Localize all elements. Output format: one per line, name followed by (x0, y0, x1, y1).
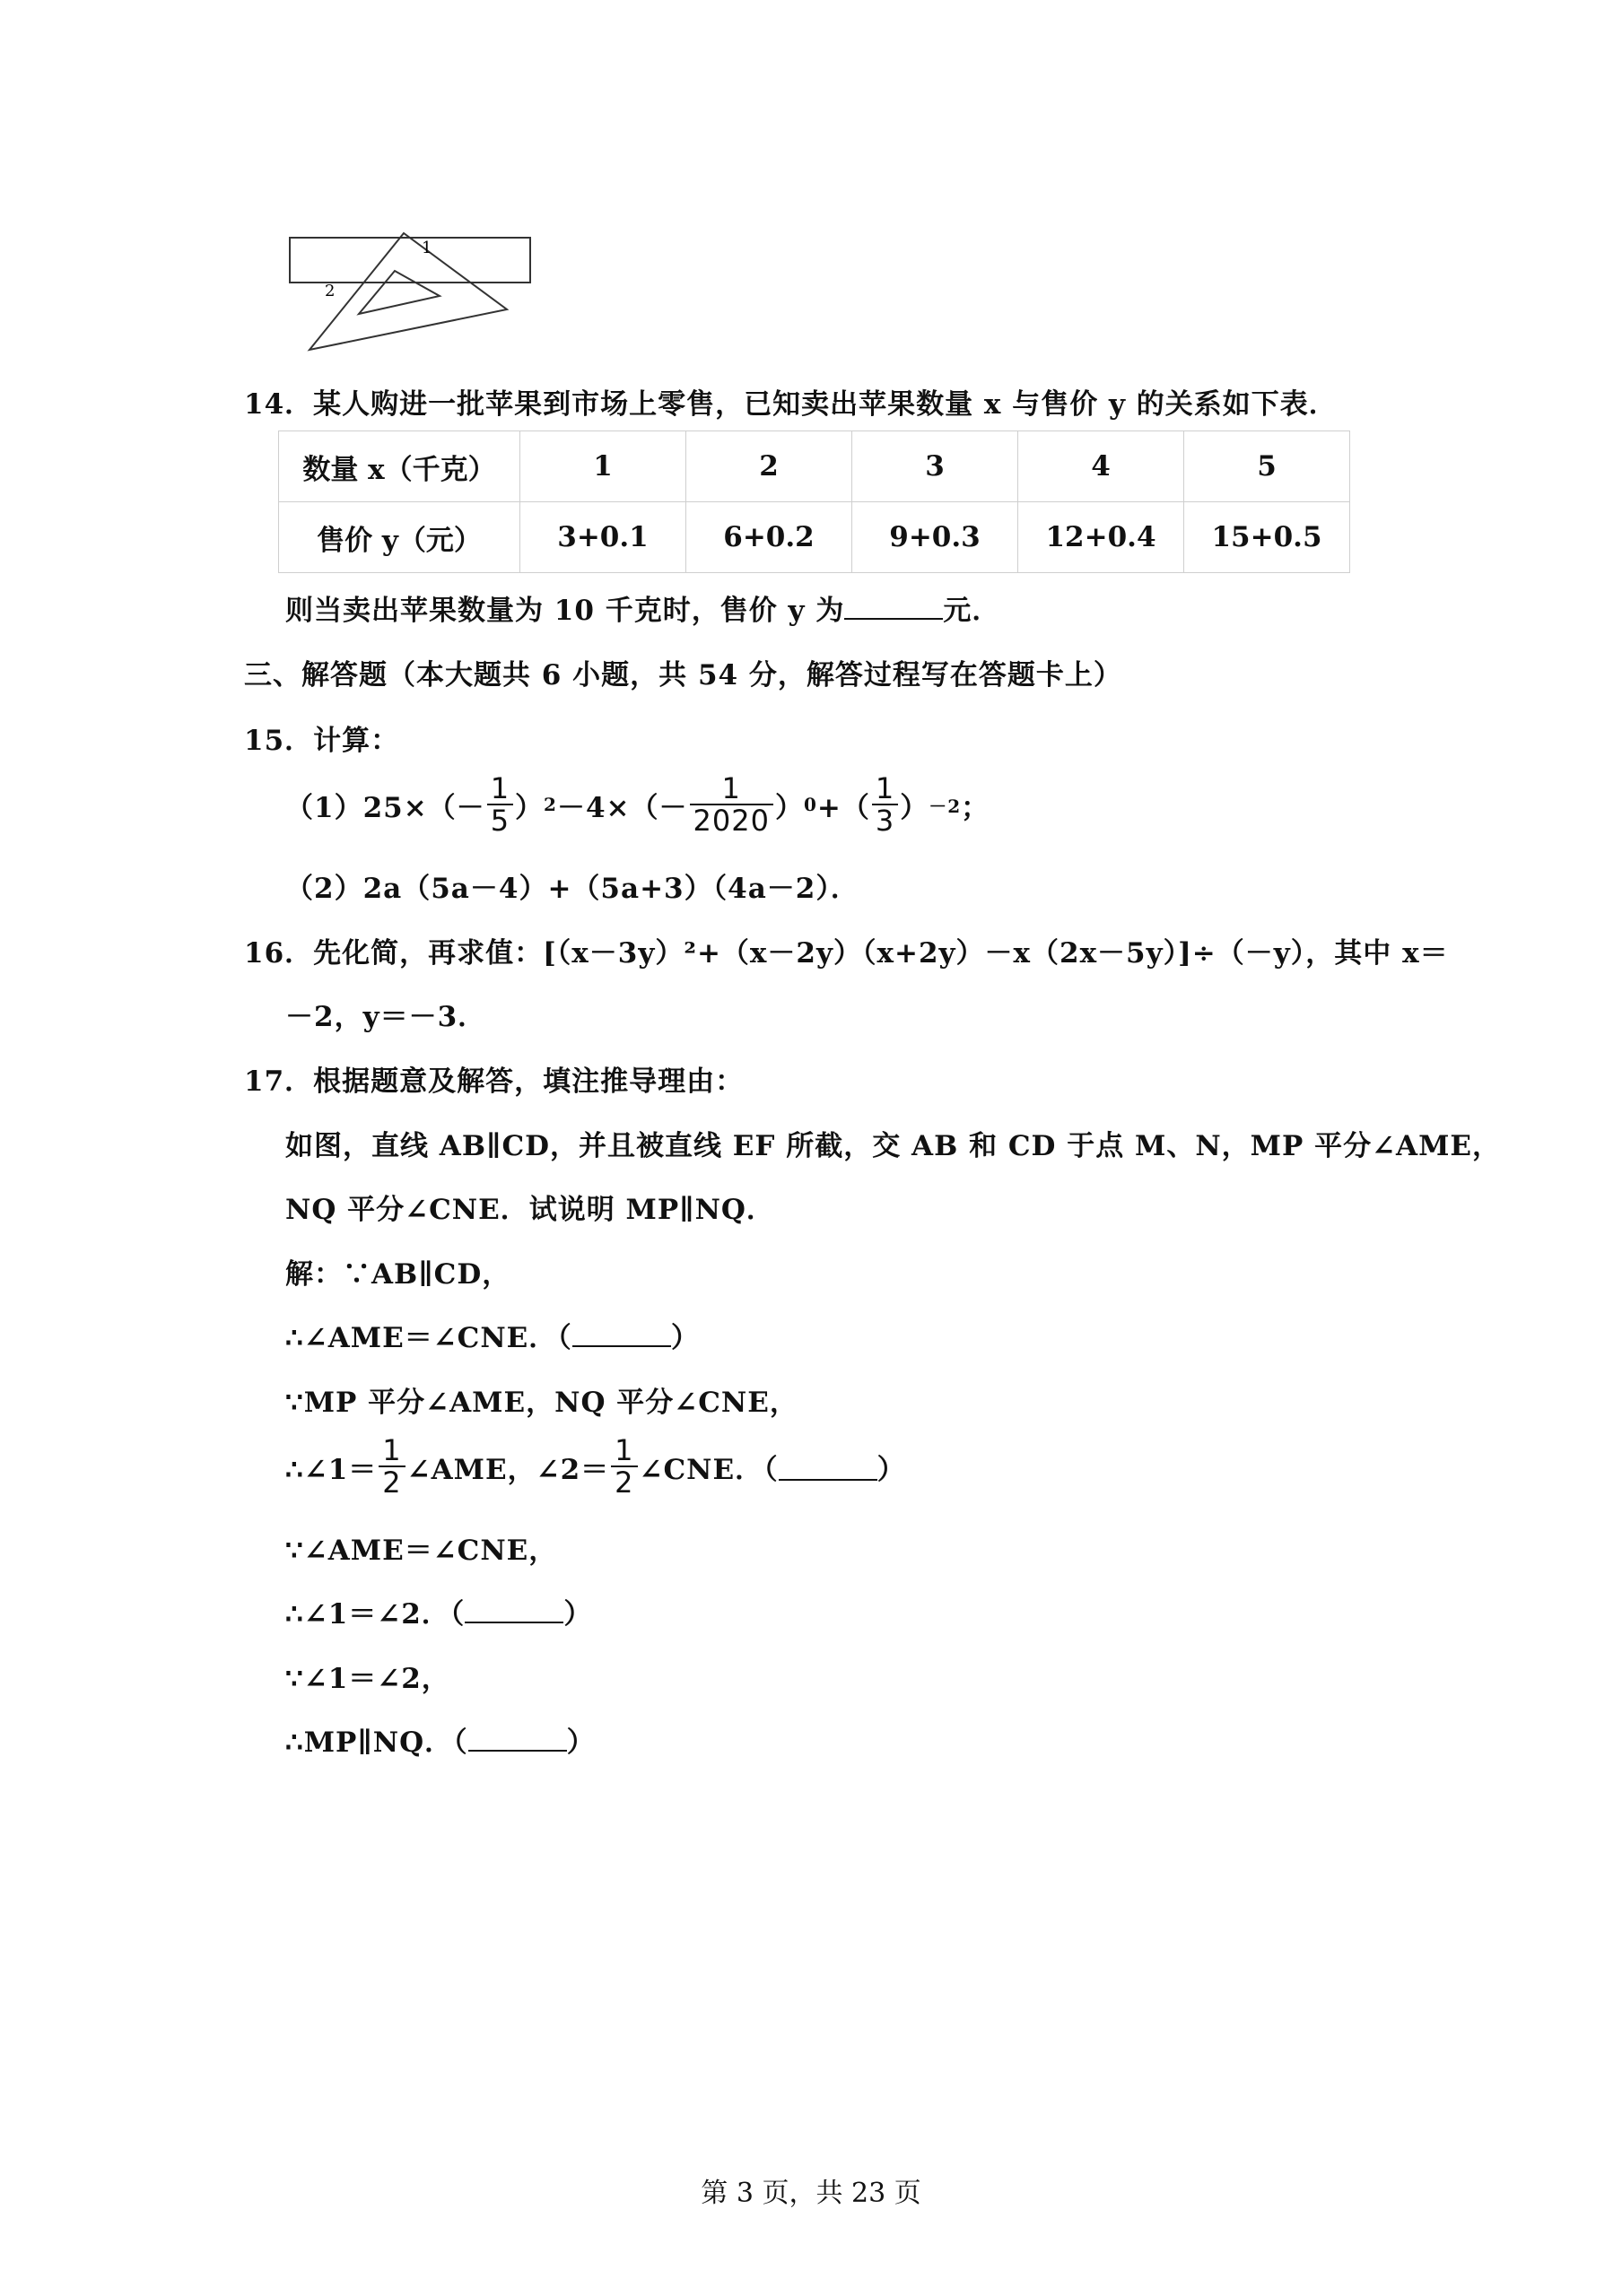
table-row (279, 502, 1350, 573)
q14-stem: 14．某人购进一批苹果到市场上零售，已知卖出苹果数量 x 与售价 y 的关系如下表． (244, 388, 1338, 421)
q16-line1: 16．先化简，再求值：[（x－3y）²+（x－2y）（x+2y）－x（2x－5y）]÷（－y），其中 x＝ (244, 937, 1449, 970)
q17-step3: ∵MP 平分∠AME，NQ 平分∠CNE， (285, 1387, 798, 1419)
q16-line2: －2，y＝－3． (285, 1001, 487, 1033)
table-cell: 15+0.5 (1184, 502, 1350, 573)
inner-triangle (359, 271, 440, 314)
q17-step6: ∴∠1＝∠2．（ ） (285, 1591, 592, 1631)
table-cell: 9+0.3 (852, 502, 1018, 573)
table-cell: 4 (1018, 431, 1184, 502)
table-cell: 1 (520, 431, 686, 502)
answer-blank[interactable] (844, 591, 943, 620)
q17-desc1: 如图，直线 AB∥CD，并且被直线 EF 所截，交 AB 和 CD 于点 M、N，MP 平分∠AME， (285, 1130, 1502, 1162)
row-header-x: 数量 x（千克） (279, 431, 520, 502)
section-3-heading: 三、解答题（本大题共 6 小题，共 54 分，解答过程写在答题卡上） (244, 659, 1122, 691)
q17-step2: ∴∠AME＝∠CNE．（ ） (285, 1315, 700, 1355)
q17-step8: ∴MP∥NQ．（ ） (285, 1719, 596, 1760)
reason-blank[interactable] (468, 1723, 567, 1752)
fraction: $\frac{1}{2}$ (379, 1435, 405, 1498)
fraction: $\frac{1}{3}$ (872, 773, 898, 836)
fraction: $\frac{1}{5}$ (487, 773, 513, 836)
ruler-triangle-figure (278, 224, 538, 359)
q17-step1: 解：∵AB∥CD， (285, 1258, 511, 1291)
fraction: $\frac{1}{2}$ (611, 1435, 637, 1498)
angle-label-1: 1 (422, 239, 432, 257)
table-row (279, 431, 1350, 502)
q15-title: 15．计算： (244, 725, 400, 757)
reason-blank[interactable] (572, 1318, 671, 1347)
q17-desc2: NQ 平分∠CNE．试说明 MP∥NQ． (285, 1194, 775, 1226)
ruler-rect (290, 238, 530, 283)
q17-title: 17．根据题意及解答，填注推导理由： (244, 1065, 745, 1098)
q17-step4: ∴∠1＝ $\frac{1}{2}$ ∠AME，∠2＝ $\frac{1}{2}$ ∠CNE．（ ） (285, 1433, 906, 1500)
table-cell: 5 (1184, 431, 1350, 502)
q15-part2: （2）2a（5a－4）+（5a+3）（4a－2）． (285, 873, 859, 905)
q17-step5: ∵∠AME＝∠CNE， (285, 1535, 558, 1567)
q15-part1: （1）25×（－ $\frac{1}{5}$ ） 2 －4×（－ $\frac{1}{2020}$ ） 0 +（ $\frac{1}{3}$ ） －2 ； (285, 771, 990, 838)
fraction: $\frac{1}{2020}$ (690, 773, 773, 836)
angle-label-2: 2 (325, 282, 336, 300)
table-cell: 6+0.2 (686, 502, 852, 573)
row-header-y: 售价 y（元） (279, 502, 520, 573)
table-cell: 12+0.4 (1018, 502, 1184, 573)
page-footer: 第 3 页，共 23 页 (701, 2178, 921, 2209)
table-cell: 2 (686, 431, 852, 502)
table-cell: 3+0.1 (520, 502, 686, 573)
reason-blank[interactable] (465, 1595, 563, 1623)
table-cell: 3 (852, 431, 1018, 502)
outer-triangle (310, 233, 507, 350)
q14-question: 则当卖出苹果数量为 10 千克时，售价 y 为 元． (285, 587, 1000, 628)
apple-price-table (278, 430, 1350, 573)
q17-step7: ∵∠1＝∠2， (285, 1663, 450, 1695)
reason-blank[interactable] (779, 1452, 877, 1481)
